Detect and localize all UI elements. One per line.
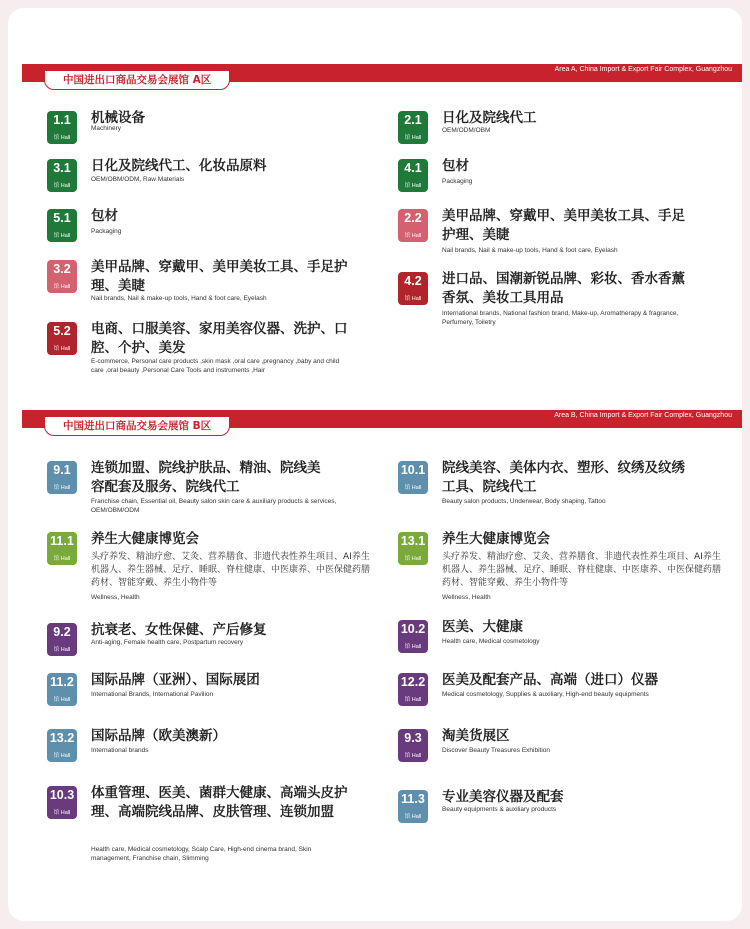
hall-label: 馆 Hall <box>53 810 71 816</box>
hall-number: 2.2 <box>404 211 422 225</box>
area-a-title: 中国进出口商品交易会展馆 A区 <box>44 70 230 90</box>
hall-label: 馆 Hall <box>53 647 71 653</box>
hall-title-zh: 包材 <box>442 158 469 174</box>
hall-subtitle-zh: 头疗养发、精油疗愈、艾灸、营养膳食、非遗代表性养生项目、AI养生机器人、养生器械、足疗、睡眠、脊柱健康、中医康养、中医保健药膳药材、智能穿戴、养生小物件等 <box>91 552 371 588</box>
hall-badge <box>398 209 428 242</box>
hall-badge <box>398 111 428 144</box>
hall-badge <box>398 620 428 653</box>
hall-title-zh: 医美、大健康 <box>442 619 523 635</box>
hall-badge <box>47 532 77 565</box>
hall-badge <box>398 159 428 192</box>
area-a-bar <box>22 64 742 86</box>
hall-title-zh: 电商、口服美容、家用美容仪器、洗护、口腔、个护、美发 <box>91 321 348 356</box>
hall-number: 11.3 <box>401 792 425 806</box>
hall-title-en: International brands, National fashion brand, Make-up, Aromatherapy & fragrance, Perfumery, Toiletry <box>442 310 679 326</box>
hall-label: 馆 Hall <box>404 183 422 189</box>
hall-number: 4.1 <box>404 161 422 175</box>
hall-badge <box>47 322 77 355</box>
hall-label: 馆 Hall <box>53 485 71 491</box>
hall-label: 馆 Hall <box>53 346 71 352</box>
hall-badge <box>47 623 77 656</box>
hall-label: 馆 Hall <box>53 233 71 239</box>
hall-label: 馆 Hall <box>53 753 71 759</box>
hall-number: 11.2 <box>50 675 74 689</box>
hall-title-en: International Brands, International Pavilion <box>91 691 214 698</box>
hall-title-zh: 美甲品牌、穿戴甲、美甲美妆工具、手足护理、美睫 <box>91 259 348 294</box>
hall-number: 9.2 <box>53 625 71 639</box>
hall-title-zh: 国际品牌（亚洲）、国际展团 <box>91 672 260 688</box>
hall-label: 馆 Hall <box>404 233 422 239</box>
hall-label: 馆 Hall <box>404 296 422 302</box>
hall-number: 9.1 <box>53 463 71 477</box>
hall-title-en: Anti-aging, Female health care, Postpartum recovery <box>91 639 244 646</box>
hall-title-en: Packaging <box>442 178 473 185</box>
hall-title-en: Beauty salon products, Underwear, Body shaping, Tattoo <box>442 498 606 505</box>
hall-title-en: Health care, Medical cosmetology <box>442 638 540 645</box>
hall-badge <box>47 786 77 819</box>
hall-label: 馆 Hall <box>53 556 71 562</box>
area-a-subtitle: Area A, China Import & Export Fair Complex, Guangzhou <box>554 66 732 73</box>
hall-badge <box>47 159 77 192</box>
hall-badge <box>398 729 428 762</box>
hall-number: 2.1 <box>404 113 422 127</box>
hall-title-zh: 体重管理、医美、菌群大健康、高端头皮护理、高端院线品牌、皮肤管理、连锁加盟 <box>91 785 348 820</box>
hall-number: 3.2 <box>53 262 71 276</box>
hall-number: 13.1 <box>400 534 426 548</box>
hall-title-en: Franchise chain, Essential oil, Beauty salon skin care & auxiliary products & services, OEM/OBM/ODM <box>91 498 337 514</box>
hall-badge <box>47 260 77 293</box>
hall-title-en: OEM/OBM/ODM, Raw Materials <box>91 176 185 183</box>
hall-label: 馆 Hall <box>53 183 71 189</box>
hall-label: 馆 Hall <box>404 753 422 759</box>
hall-badge <box>398 673 428 706</box>
hall-title-zh: 包材 <box>91 208 118 224</box>
hall-title-en: Beauty equipments & auxiliary products <box>442 806 557 813</box>
hall-label: 馆 Hall <box>53 284 71 290</box>
hall-badge <box>47 673 77 706</box>
hall-title-en: International brands <box>91 747 149 754</box>
hall-badge <box>47 729 77 762</box>
hall-badge <box>47 461 77 494</box>
hall-title-en: Machinery <box>91 125 121 132</box>
hall-title-zh: 日化及院线代工 <box>442 110 537 126</box>
hall-label: 馆 Hall <box>404 697 422 703</box>
hall-label: 馆 Hall <box>404 644 422 650</box>
hall-badge <box>398 461 428 494</box>
hall-label: 馆 Hall <box>404 485 422 491</box>
hall-label: 馆 Hall <box>53 135 71 141</box>
hall-title-en: OEM/ODM/OBM <box>442 127 491 134</box>
hall-number: 5.2 <box>53 324 71 338</box>
hall-title-en: Medical cosmetology, Supplies & auxiliary, High-end beauty equipments <box>442 691 649 698</box>
hall-number: 1.1 <box>53 113 71 127</box>
hall-number: 12.2 <box>400 675 426 689</box>
hall-number: 10.1 <box>400 463 426 477</box>
hall-title-en: Nail brands, Nail & make-up tools, Hand & foot care, Eyelash <box>442 247 618 254</box>
hall-number: 4.2 <box>404 274 422 288</box>
area-b-bar <box>22 410 742 432</box>
hall-badge <box>47 209 77 242</box>
hall-number: 3.1 <box>53 161 71 175</box>
hall-title-zh: 医美及配套产品、高端（进口）仪器 <box>442 672 658 688</box>
hall-title-zh: 专业美容仪器及配套 <box>442 789 564 805</box>
hall-title-zh: 连锁加盟、院线护肤品、精油、院线美容配套及服务、院线代工 <box>91 460 321 495</box>
hall-title-zh: 机械设备 <box>91 110 145 126</box>
hall-number: 10.2 <box>400 622 426 636</box>
hall-label: 馆 Hall <box>404 556 422 562</box>
hall-badge <box>398 790 428 823</box>
hall-title-en: Packaging <box>91 228 122 235</box>
hall-subtitle-zh: 头疗养发、精油疗愈、艾灸、营养膳食、非遗代表性养生项目、AI养生机器人、养生器械、足疗、睡眠、脊柱健康、中医康养、中医保健药膳药材、智能穿戴、养生小物件等 <box>442 552 722 588</box>
hall-number: 9.3 <box>404 731 422 745</box>
hall-title-en: Discover Beauty Treasures Exhibition <box>442 747 551 754</box>
hall-title-zh: 美甲品牌、穿戴甲、美甲美妆工具、手足护理、美睫 <box>442 208 685 243</box>
hall-title-en: E-commerce, Personal care products ,skin mask ,oral care ,pregnancy ,baby and child care ,oral beauty ,Personal Care Tools and instruments ,Hair <box>91 358 340 374</box>
hall-number: 11.1 <box>50 534 74 548</box>
hall-label: 馆 Hall <box>53 697 71 703</box>
hall-badge <box>398 272 428 305</box>
hall-number: 5.1 <box>53 211 71 225</box>
hall-title-en: Wellness, Health <box>91 594 140 601</box>
hall-number: 10.3 <box>49 788 75 802</box>
hall-title-en: Health care, Medical cosmetology, Scalp Care, High-end cinema brand, Skin management, Franchise chain, Slimming <box>91 846 312 862</box>
hall-badge <box>398 532 428 565</box>
hall-title-zh: 院线美容、美体内衣、塑形、纹绣及纹绣工具、院线代工 <box>442 460 685 495</box>
area-b-subtitle: Area B, China Import & Export Fair Complex, Guangzhou <box>554 412 732 419</box>
hall-number: 13.2 <box>49 731 75 745</box>
hall-title-zh: 日化及院线代工、化妆品原料 <box>91 158 267 174</box>
hall-title-zh: 进口品、国潮新锐品牌、彩妆、香水香薰香氛、美妆工具用品 <box>442 271 685 306</box>
hall-title-zh: 养生大健康博览会 <box>91 531 199 547</box>
hall-title-en: Wellness, Health <box>442 594 491 601</box>
hall-title-en: Nail brands, Nail & make-up tools, Hand & foot care, Eyelash <box>91 295 267 302</box>
area-b-title: 中国进出口商品交易会展馆 B区 <box>44 416 230 436</box>
hall-title-zh: 国际品牌（欧美澳新） <box>91 728 226 744</box>
hall-title-zh: 抗衰老、女性保健、产后修复 <box>91 622 267 638</box>
hall-title-zh: 淘美货展区 <box>442 728 510 744</box>
hall-label: 馆 Hall <box>404 135 422 141</box>
hall-badge <box>47 111 77 144</box>
hall-title-zh: 养生大健康博览会 <box>442 531 550 547</box>
hall-label: 馆 Hall <box>404 814 422 820</box>
